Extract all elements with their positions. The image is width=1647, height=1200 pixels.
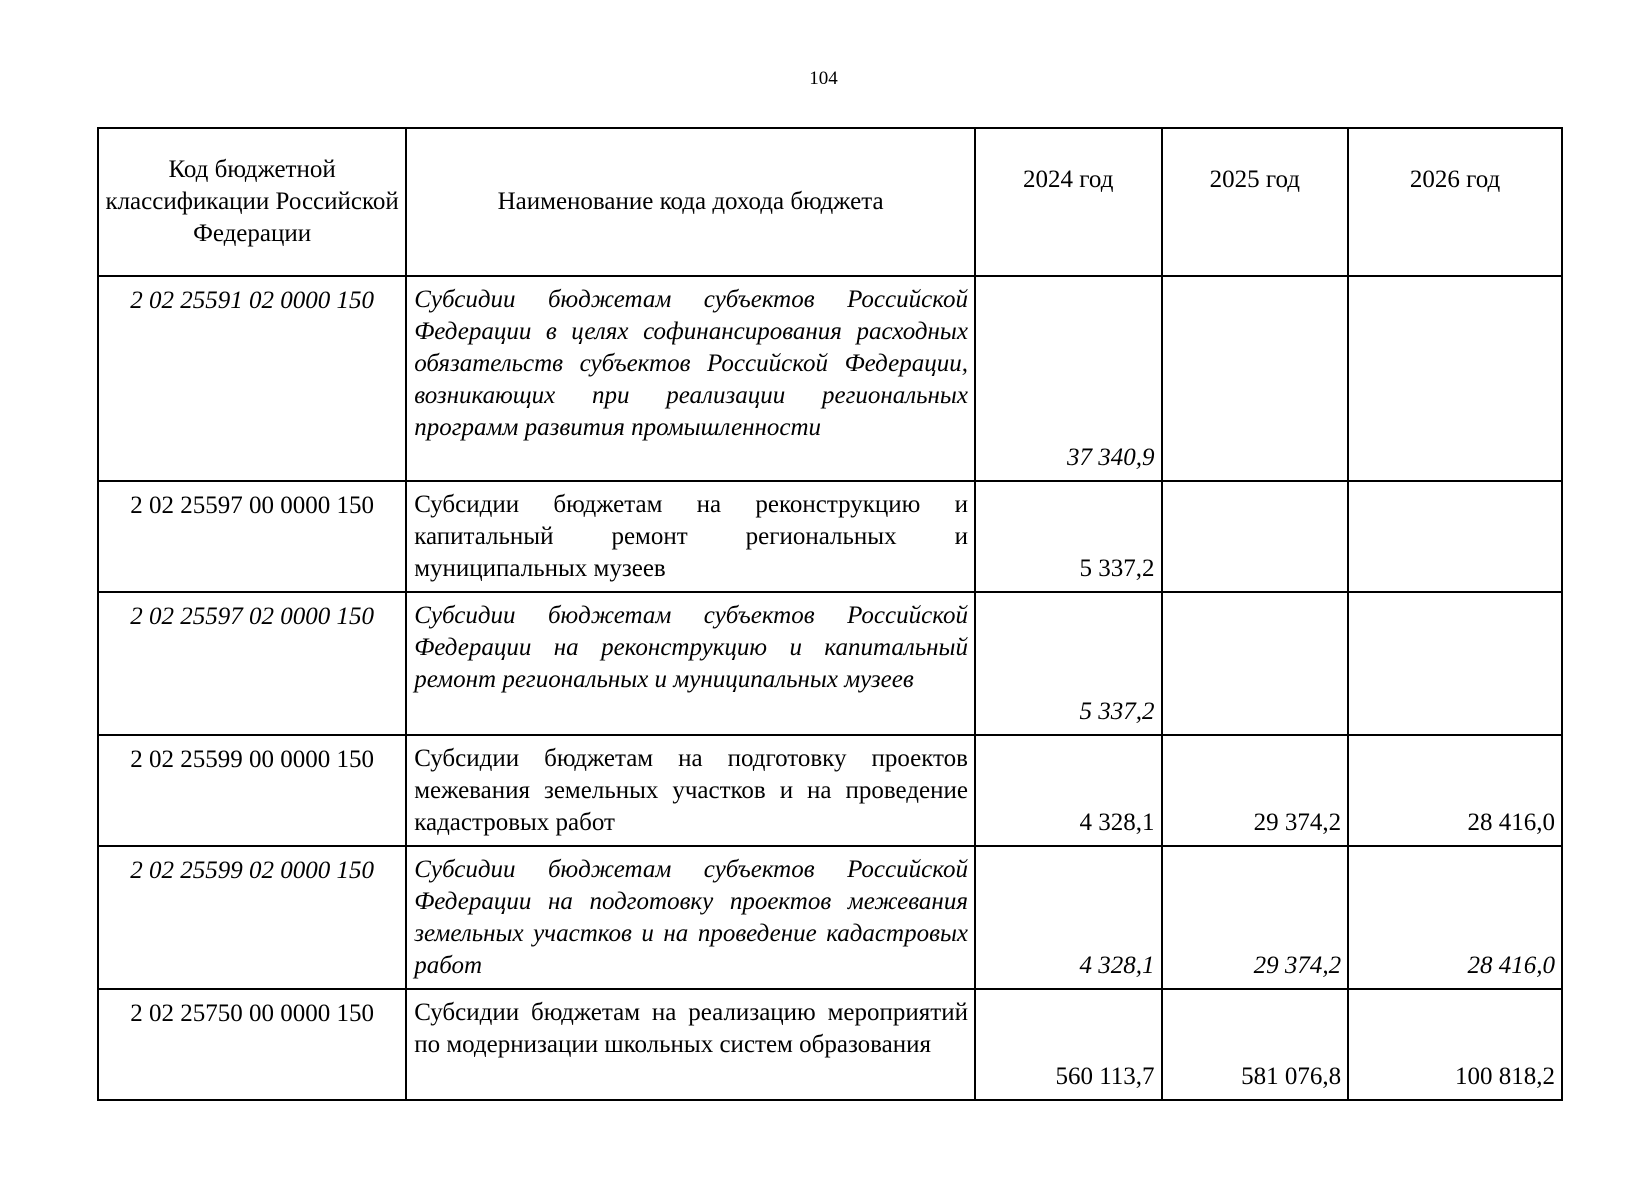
budget-code-cell: 2 02 25599 00 0000 150 — [98, 735, 406, 846]
budget-code-cell: 2 02 25597 00 0000 150 — [98, 481, 406, 592]
value-2024-cell: 5 337,2 — [975, 592, 1162, 735]
table-row — [98, 276, 1562, 481]
revenue-name-cell: Субсидии бюджетам на подготовку проектов межевания земельных участков и на проведение кадастровых работ — [406, 735, 975, 846]
header-2025: 2025 год — [1162, 128, 1349, 276]
table-row — [98, 481, 1562, 592]
table-row — [98, 846, 1562, 989]
value-2025-cell — [1162, 481, 1349, 592]
value-2026-cell: 100 818,2 — [1348, 989, 1562, 1100]
budget-code-cell: 2 02 25599 02 0000 150 — [98, 846, 406, 989]
header-name: Наименование кода дохода бюджета — [406, 128, 975, 276]
table-row — [98, 592, 1562, 735]
header-code: Код бюджетной классификации Российской Федерации — [98, 128, 406, 276]
value-2024-cell: 560 113,7 — [975, 989, 1162, 1100]
value-2024-cell: 5 337,2 — [975, 481, 1162, 592]
value-2026-cell — [1348, 481, 1562, 592]
value-2024-cell: 4 328,1 — [975, 846, 1162, 989]
revenue-name-cell: Субсидии бюджетам на реализацию мероприятий по модернизации школьных систем образования — [406, 989, 975, 1100]
budget-code-cell: 2 02 25591 02 0000 150 — [98, 276, 406, 481]
table-body — [98, 276, 1562, 1100]
table-row — [98, 735, 1562, 846]
value-2024-cell: 37 340,9 — [975, 276, 1162, 481]
value-2025-cell: 581 076,8 — [1162, 989, 1349, 1100]
revenue-name-cell: Субсидии бюджетам субъектов Российской Федерации в целях софинансирования расходных обязательств субъектов Российской Федерации, возникающих при реализации региональных программ развития промышленности — [406, 276, 975, 481]
revenue-name-cell: Субсидии бюджетам субъектов Российской Федерации на подготовку проектов межевания земельных участков и на проведение кадастровых работ — [406, 846, 975, 989]
revenue-name-cell: Субсидии бюджетам на реконструкцию и капитальный ремонт региональных и муниципальных музеев — [406, 481, 975, 592]
value-2026-cell — [1348, 276, 1562, 481]
header-2026: 2026 год — [1348, 128, 1562, 276]
value-2024-cell: 4 328,1 — [975, 735, 1162, 846]
value-2025-cell — [1162, 592, 1349, 735]
table-header-row — [98, 128, 1562, 276]
budget-code-cell: 2 02 25597 02 0000 150 — [98, 592, 406, 735]
page-number: 104 — [809, 68, 838, 89]
budget-revenue-table — [97, 127, 1563, 1101]
value-2025-cell: 29 374,2 — [1162, 846, 1349, 989]
value-2025-cell: 29 374,2 — [1162, 735, 1349, 846]
header-2024: 2024 год — [975, 128, 1162, 276]
value-2025-cell — [1162, 276, 1349, 481]
value-2026-cell — [1348, 592, 1562, 735]
revenue-name-cell: Субсидии бюджетам субъектов Российской Федерации на реконструкцию и капитальный ремонт региональных и муниципальных музеев — [406, 592, 975, 735]
table-row — [98, 989, 1562, 1100]
value-2026-cell: 28 416,0 — [1348, 735, 1562, 846]
budget-code-cell: 2 02 25750 00 0000 150 — [98, 989, 406, 1100]
value-2026-cell: 28 416,0 — [1348, 846, 1562, 989]
